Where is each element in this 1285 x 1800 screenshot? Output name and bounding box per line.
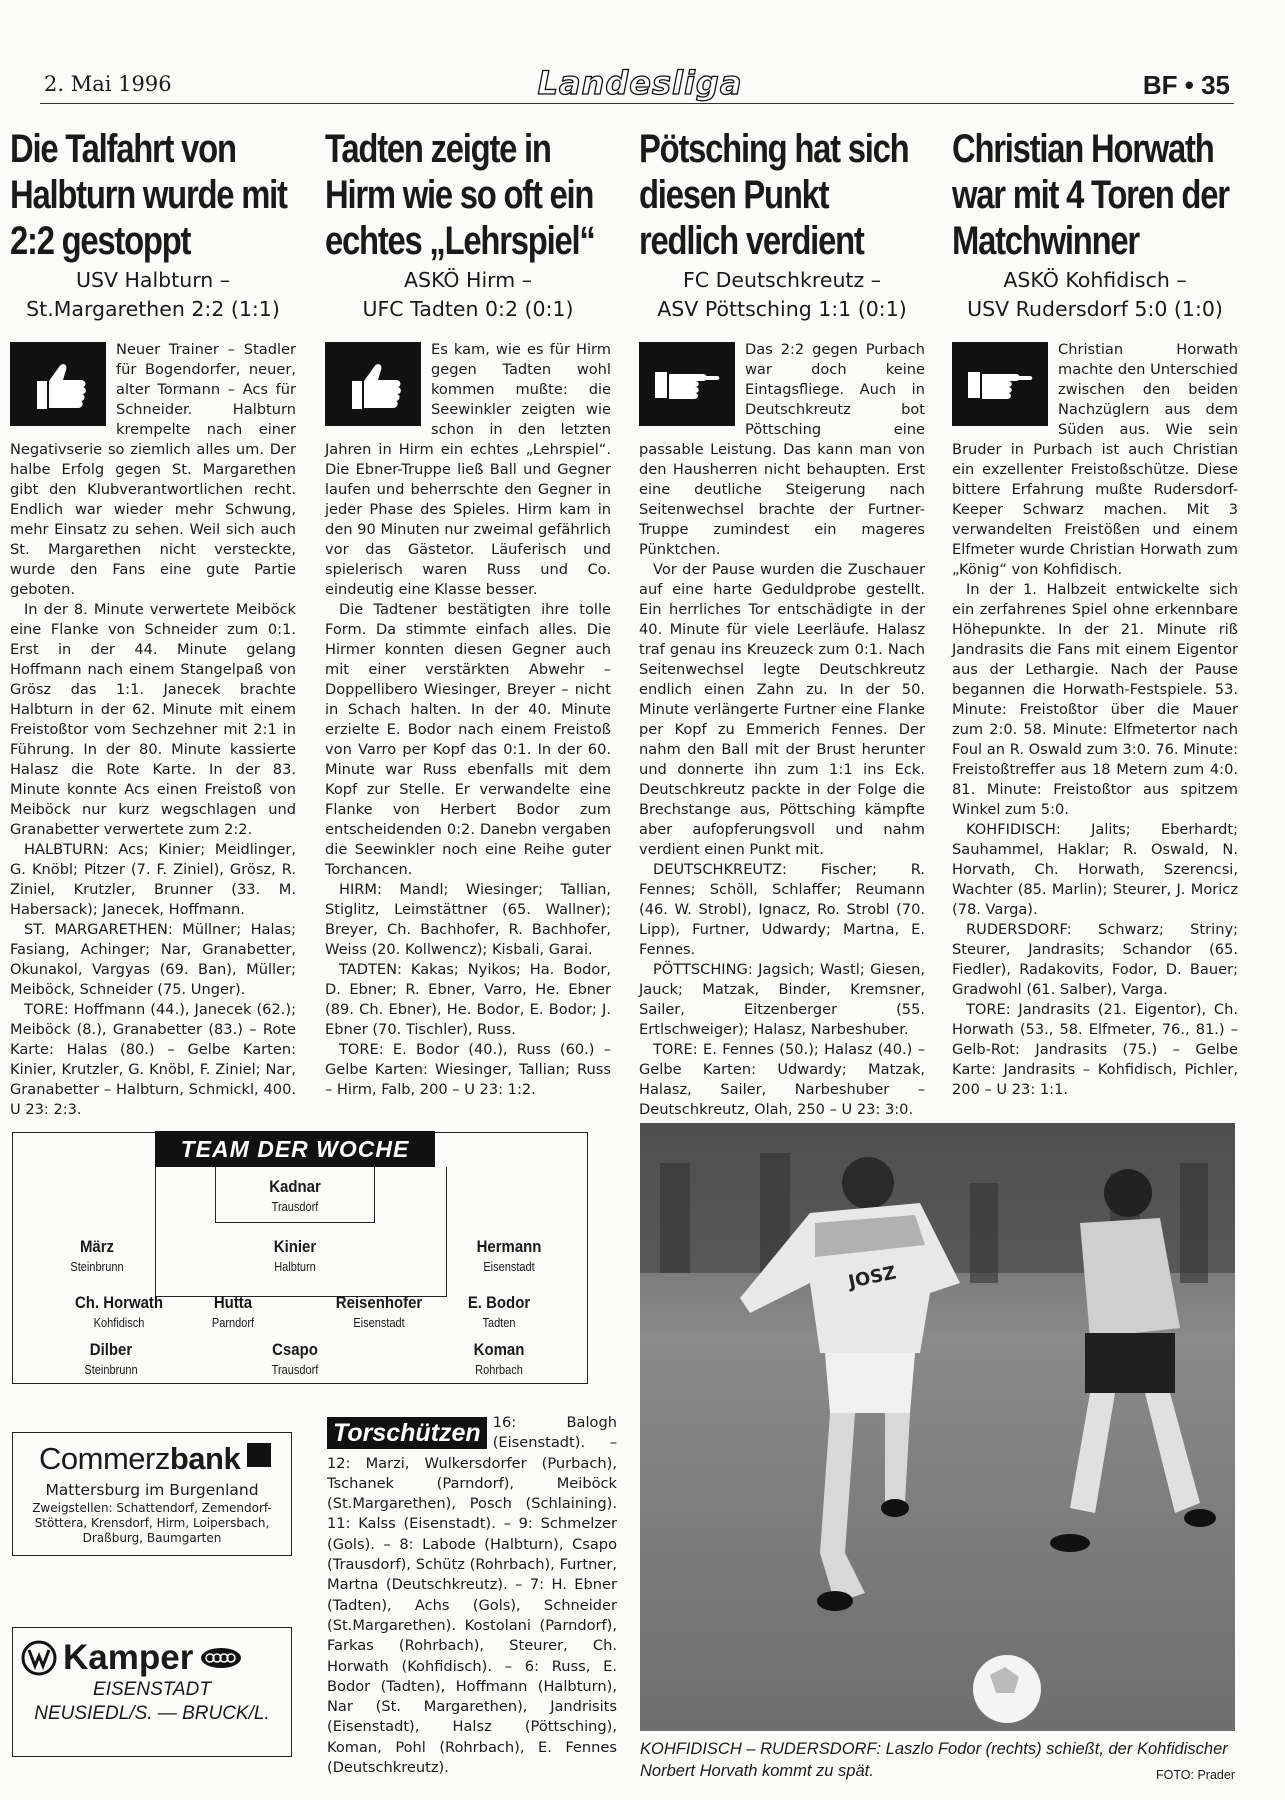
team-title: TEAM DER WOCHE [155,1131,435,1167]
player-club: Trausdorf [271,1363,319,1377]
player-club: Halbturn [274,1260,316,1274]
soccer-players-image [640,1123,1235,1731]
player-name: Ch. Horwath [74,1293,164,1312]
bank-brand [39,1441,281,1477]
lineup-home: HALBTURN: Acs; Kinier; Meidlinger, G. Knöbl; Pitzer (7. F. Ziniel), Grösz, R. Ziniel, Krutzler, Brunner (33. M. Habersack); Janecek, Hoffmann. [10,841,296,918]
article-headline: Die Talfahrt von Halbturn wurde mit 2:2 gestoppt [10,127,287,263]
article-headline: Pötsching hat sich diesen Punkt redlich verdient [639,127,909,263]
team-of-the-week [12,1132,588,1384]
match-teams: FC Deutschkreutz – [682,268,881,292]
player-name: Reisenhofer [335,1293,423,1312]
ad-kamper [12,1627,292,1757]
player-midfielder [163,1293,303,1330]
player-name: Csapo [272,1340,318,1359]
paragraph: In der 1. Halbzeit entwickelte sich ein zerfahrenes Spiel ohne erkennbare Höhepunkte. In der 21. Minute riß Jandrasits die Fans mit einem Eigentor aus der Lethargie. Nach der Pause begannen die Horwath-Festspiele. 53. Minute: Freistoßtor über die Mauer zum 2:0. 58. Minute: Elfmetertor nach Foul an R. Oswald zum 3:0. 76. Minute: Freistoßtreffer aus 18 Metern zum 4:0. 81. Minute: Freistoßtor aus spitzem Winkel zum 5:0. [952,581,1238,818]
audi-logo-icon [199,1647,243,1669]
photo-credit: FOTO: Prader [1156,1768,1235,1782]
goals-summary: TORE: Jandrasits (21. Eigentor), Ch. Horwath (53., 58. Elfmeter, 76., 81.) – Gelb-Rot: Jandrasits (75.) – Gelbe Karte: Jandrasits – Kohfidisch, Pichler, 200 – U 23: 1:1. [952,1001,1238,1098]
lineup-home: KOHFIDISCH: Jalits; Eberhardt; Sauhammel, Haklar; R. Oswald, N. Horvath, Ch. Horwath, Szerencsi, Wachter (85. Marlin); Steurer, J. Moricz (78. Varga). [952,821,1238,918]
player-club: Rohrbach [475,1363,523,1377]
lineup-away: TADTEN: Kakas; Nyikos; Ha. Bodor, D. Ebner; R. Ebner, Varro, He. Ebner (89. Ch. Ebner), He. Bodor, E. Bodor; J. Ebner (70. Tischler), Russ. [325,961,611,1038]
caption-text: KOHFIDISCH – RUDERSDORF: Laszlo Fodor (rechts) schießt, der Kohfidischer Norbert Horvath kommt zu spät. [640,1740,1228,1780]
lineup-away: PÖTTSCHING: Jagsich; Wastl; Giesen, Jauck; Matzak, Binder, Kremsner, Sailer, Eitzenberger (55. Ertlschweiger); Halasz, Narbeshuber. [639,961,925,1038]
thumbs-up-icon [325,342,421,426]
lineup-away: ST. MARGARETHEN: Müllner; Halas; Fasiang, Achinger; Nar, Granabetter, Okunakol, Vargyas (69. Ban), Müller; Meiböck, Schneider (75. Unger). [10,921,296,998]
top-scorers [327,1413,617,1778]
match-photo [640,1123,1235,1731]
player-name: März [79,1237,115,1256]
bank-logo-icon [247,1443,271,1467]
match-teams: ASKÖ Hirm – [404,268,532,292]
lineup-home: HIRM: Mandl; Wiesinger; Tallian, Stiglitz, Leimstättner (65. Wallner); Breyer, Ch. Bachhofer, R. Bachhofer, Weiss (20. Kollwencz); Kisbali, Garai. [325,881,611,958]
ad-commerzbank [12,1432,292,1556]
paragraph: Christian Horwath machte den Unterschied zwischen den beiden Nachzüglern aus dem Süden aus. Wie sein Bruder in Purbach ist auch Christian ein exzellenter Freistoßschütze. Diese bittere Erfahrung mußte Rudersdorf-Keeper Schwarz machen. Mit 3 verwandelten Freistößen und einem Elfmeter wurde Christian Horwath zum „König“ von Kohfidisch. [952,341,1238,578]
article-body [10,340,296,1120]
paragraph: Es kam, wie es für Hirm gegen Tadten wohl kommen mußte: die Seewinkler zeigten wie schon in den letzten Jahren in Hirm ein echtes „Lehrspiel“. Die Ebner-Truppe ließ Ball und Gegner laufen und beherrschte den Gegner in jeder Phase des Spieles. Hirm kam in den 90 Minuten nur zweimal gefährlich vor das Gästetor. Läuferisch und spielerisch waren Russ und Co. eindeutig eine Klasse besser. [325,341,611,598]
match-result [10,266,296,326]
article-headline: Tadten zeigte in Hirm wie so oft ein echtes „Lehrspiel“ [325,127,595,263]
paragraph: Das 2:2 gegen Purbach war doch keine Eintagsfliege. Auch in Deutschkreutz bot Pöttsching eine passable Leistung. Das kann man von den Hausherren nicht behaupten. Erst eine deutliche Steigerung nach Seitenwechsel brachte der Furtner-Truppe zumindest ein mageres Pünktchen. [639,341,925,558]
issue-date: 2. Mai 1996 [44,72,172,96]
dealer-brand [21,1638,283,1678]
match-score: UFC Tadten 0:2 (0:1) [362,297,574,321]
match-result [952,266,1238,326]
player-club: Kohfidisch [93,1316,145,1330]
thumbs-up-icon [10,342,106,426]
player-defender [27,1237,167,1274]
player-forward [225,1340,365,1377]
dealer-location: NEUSIEDL/S. — BRUCK/L. [34,1703,270,1724]
paragraph: Vor der Pause wurden die Zuschauer auf eine harte Geduldprobe gestellt. Ein herrliches Tor entschädigte in der 40. Minute für viele Leerläufe. Halasz traf genau ins Kreuzeck zum 0:1. Nach Seitenwechsel legte Deutschkreutz endlich einen Zahn zu. In der 50. Minute verlängerte Furtner eine Flanke per Kopf zu Emmerich Fennes. Der nahm den Ball mit der Brust herunter und donnerte ihn zum 1:1 ins Eck. Deutschkreutz packte in der Folge die Brechstange aus, Pöttsching kämpfte aber aufopferungsvoll und nahm verdient einen Punkt mit. [639,561,925,858]
article-hirm-tadten [325,126,611,1100]
player-name: Hutta [213,1293,253,1312]
page-number: BF • 35 [1142,70,1230,100]
player-midfielder [309,1293,449,1330]
article-body [325,340,611,1100]
match-result [639,266,925,326]
lineup-away: RUDERSDORF: Schwarz; Striny; Steurer, Jandrasits; Schandor (65. Fiedler), Radakovits, Fodor, D. Bauer; Gradwohl (61. Salber), Varga. [952,921,1238,998]
goals-summary: TORE: Hoffmann (44.), Janecek (62.); Meiböck (8.), Granabetter (83.) – Rote Karte: Halas (80.) – Gelbe Karten: Kinier, Krutzler, G. Knöbl, F. Ziniel; Nar, Granabetter – Halbturn, Schmickl, 400. U 23: 2:3. [10,1001,296,1118]
player-forward [41,1340,181,1377]
match-result [325,266,611,326]
article-body [952,340,1238,1100]
shirt-text: JOSZ [846,1262,899,1293]
match-score: St.Margarethen 2:2 (1:1) [26,297,280,321]
bank-branches: Zweigstellen: Schattendorf, Zemendorf-Stöttera, Krensdorf, Hirm, Loipersbach, Draßburg, Baumgarten [32,1501,272,1545]
thumb-sideways-icon [952,342,1048,426]
player-club: Parndorf [211,1316,255,1330]
paragraph: Neuer Trainer – Stadler für Bogendorfer, neuer, alter Tormann – Acs für Schneider. Halbturn krempelte nach einer Negativserie so ziemlich alles um. Der halbe Erfolg gegen St. Margarethen gibt den Klubverantwortlichen recht. Endlich war wieder mehr Schwung, mehr Einsatz zu sehen. Weil sich auch St. Margarethen nicht versteckte, wurde den Fans eine gute Partie geboten. [10,341,296,598]
player-club: Tadten [482,1316,516,1330]
player-name: Kinier [273,1237,317,1256]
section-rubric: Landesliga [537,64,743,102]
match-score: ASV Pöttsching 1:1 (0:1) [657,297,907,321]
player-club: Steinbrunn [70,1260,124,1274]
match-score: USV Rudersdorf 5:0 (1:0) [967,297,1223,321]
article-deutschkreutz [639,126,925,1120]
player-name: Kadnar [269,1177,321,1196]
photo-caption [640,1738,1235,1786]
player-defender [225,1237,365,1274]
goals-summary: TORE: E. Fennes (50.); Halasz (40.) – Gelbe Karten: Udwardy; Matzak, Halasz, Sailer, Narbeshuber – Deutschkreutz, Olah, 250 – U 23: 3:0. [639,1041,925,1118]
match-teams: ASKÖ Kohfidisch – [1003,268,1187,292]
article-halbturn [10,126,296,1120]
paragraph: Die Tadtener bestätigten ihre tolle Form. Da stimmte einfach alles. Die Hirmer konnten diesen Gegner auch mit einer verstärkten Abwehr – Doppellibero Wiesinger, Breyer – nicht in Schach halten. In der 40. Minute erzielte E. Bodor nach einem Freistoß von Varro per Kopf das 0:1. In der 60. Minute war Russ ebenfalls mit dem Kopf zur Stelle. Er verwandelte eine Flanke von Herbert Bodor zum entscheidenden 0:2. Danebn vergaben die Seewinkler noch eine Reihe guter Torchancen. [325,601,611,878]
scorers-list: 16: Balogh (Eisenstadt). – 12: Marzi, Wulkersdorfer (Purbach), Tschanek (Parndorf), Meiböck (St.Margarethen), Posch (Schlaining). 11: Kalss (Eisenstadt). – 9: Schmelzer (Gols). – 8: Labode (Halbturn), Csapo (Trausdorf), Schütz (Rohrbach), Furtner, Martna (Deutschkreutz). – 7: H. Ebner (Tadten), Achs (Gols), Schneider (St.Margarethen). Kostolani (Parndorf), Farkas (Rohrbach), Steurer, Ch. Horwath (Kohfidisch). – 6: Russ, E. Bodor (Tadten), Hoffmann (Halbturn), Nar (St. Margarethen), Jandrisits (Eisenstadt), Halsz (Pöttsching), Koman, Pohl (Rohrbach), E. Fennes (Deutschkreutz). [327,1414,617,1777]
player-name: E. Bodor [467,1293,531,1312]
goals-summary: TORE: E. Bodor (40.), Russ (60.) – Gelbe Karten: Wiesinger, Tallian; Russ – Hirm, Falb, 200 – U 23: 1:2. [325,1041,611,1098]
scorers-label: Torschützen [327,1417,487,1449]
page-header [40,64,1234,104]
player-goalkeeper [225,1177,365,1214]
brand-part: Commerz [39,1441,170,1476]
match-teams: USV Halbturn – [75,268,231,292]
player-club: Trausdorf [271,1200,319,1214]
vw-logo-icon [21,1640,57,1676]
brand-part: bank [169,1441,241,1476]
paragraph: In der 8. Minute verwertete Meiböck eine Flanke von Schneider zum 0:1. Erst in der 44. Minute gelang Hoffmann nach einem Stangelpaß von Grösz das 1:1. Janecek brachte Halbturn in der 62. Minute mit einem Freistoßtor vom Sechzehner mit 2:1 in Führung. In der 80. Minute kassierte Halasz die Rote Karte. In der 83. Minute konnte Acs einen Freistoß von Meiböck nur kurz wegschlagen und Granabetter verwertete zum 2:2. [10,601,296,838]
player-name: Hermann [476,1237,542,1256]
player-defender [439,1237,579,1274]
player-forward [429,1340,569,1377]
bank-city: Mattersburg im Burgenland [45,1481,259,1499]
dealer-name: Kamper [63,1638,194,1677]
player-name: Dilber [89,1340,133,1359]
player-club: Steinbrunn [84,1363,138,1377]
dealer-location: EISENSTADT [93,1679,211,1700]
player-name: Koman [473,1340,525,1359]
thumb-sideways-icon [639,342,735,426]
player-club: Eisenstadt [353,1316,405,1330]
player-club: Eisenstadt [483,1260,535,1274]
lineup-home: DEUTSCHKREUTZ: Fischer; R. Fennes; Schöll, Schlaffer; Reumann (46. W. Strobl), Ignacz, Ro. Strobl (70. Lipp), Furtner, Udwardy; Martna, E. Fennes. [639,861,925,958]
article-body [639,340,925,1120]
article-headline: Christian Horwath war mit 4 Toren der Matchwinner [952,127,1229,263]
article-kohfidisch [952,126,1238,1100]
player-midfielder [429,1293,569,1330]
